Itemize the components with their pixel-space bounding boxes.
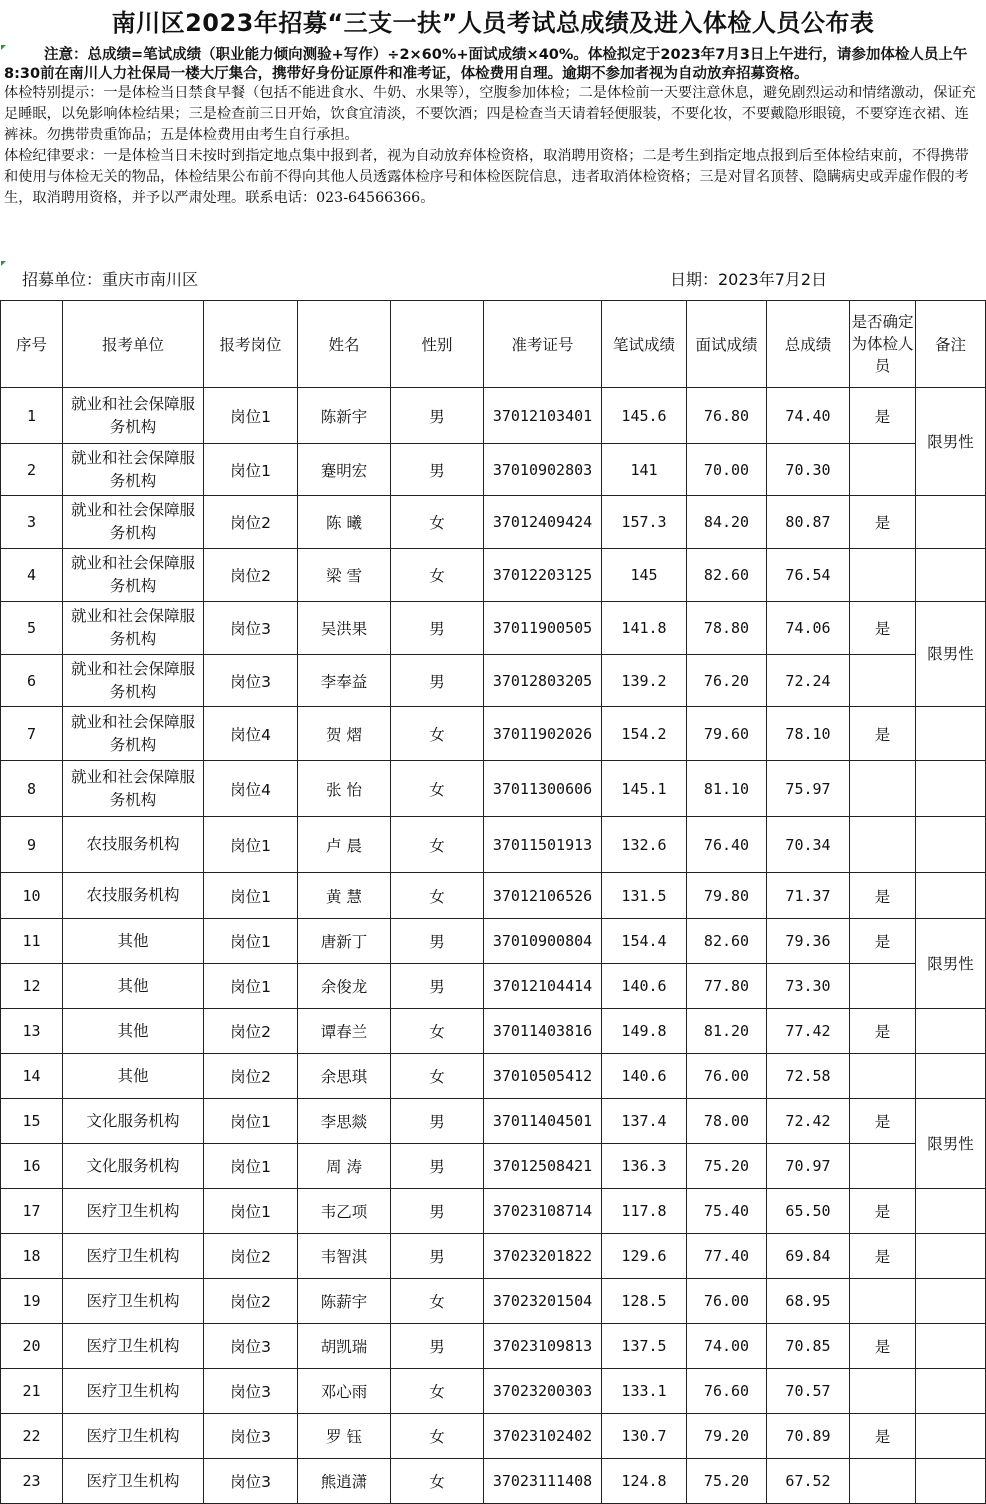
table-row bbox=[1, 1234, 986, 1279]
cell-ticket: 37011900505 bbox=[484, 602, 602, 655]
cell-unit: 医疗卫生机构 bbox=[63, 1369, 204, 1414]
cell-sex: 女 bbox=[391, 817, 484, 873]
cell-unit: 其他 bbox=[63, 1009, 204, 1054]
cell-interview: 79.20 bbox=[687, 1414, 767, 1459]
cell-exam: 是 bbox=[850, 707, 916, 761]
cell-unit: 文化服务机构 bbox=[63, 1144, 204, 1189]
table-row bbox=[1, 1054, 986, 1099]
cell-written: 154.4 bbox=[602, 919, 687, 964]
cell-exam: 是 bbox=[850, 1324, 916, 1369]
table-row bbox=[1, 388, 986, 444]
cell-interview: 76.20 bbox=[687, 655, 767, 707]
cell-exam bbox=[850, 1279, 916, 1324]
cell-total: 76.54 bbox=[767, 549, 850, 602]
cell-remark bbox=[916, 761, 986, 817]
cell-interview: 78.00 bbox=[687, 1099, 767, 1144]
cell-exam bbox=[850, 1054, 916, 1099]
cell-ticket: 37023200303 bbox=[484, 1369, 602, 1414]
cell-no: 21 bbox=[1, 1369, 63, 1414]
cell-total: 79.36 bbox=[767, 919, 850, 964]
cell-unit: 医疗卫生机构 bbox=[63, 1324, 204, 1369]
cell-post: 岗位1 bbox=[204, 964, 298, 1009]
cell-no: 14 bbox=[1, 1054, 63, 1099]
cell-post: 岗位1 bbox=[204, 388, 298, 444]
cell-unit: 就业和社会保障服务机构 bbox=[63, 444, 204, 496]
cell-total: 74.06 bbox=[767, 602, 850, 655]
cell-ticket: 37011501913 bbox=[484, 817, 602, 873]
cell-sex: 男 bbox=[391, 1324, 484, 1369]
header-exam: 是否确定为体检人员 bbox=[850, 301, 916, 388]
cell-exam: 是 bbox=[850, 496, 916, 549]
table-row bbox=[1, 1099, 986, 1144]
cell-written: 140.6 bbox=[602, 964, 687, 1009]
cell-exam: 是 bbox=[850, 388, 916, 444]
cell-written: 131.5 bbox=[602, 873, 687, 919]
cell-ticket: 37023111408 bbox=[484, 1459, 602, 1504]
cell-written: 139.2 bbox=[602, 655, 687, 707]
cell-total: 68.95 bbox=[767, 1279, 850, 1324]
cell-unit: 文化服务机构 bbox=[63, 1099, 204, 1144]
cell-name: 蹇明宏 bbox=[298, 444, 391, 496]
cell-no: 20 bbox=[1, 1324, 63, 1369]
cell-ticket: 37012409424 bbox=[484, 496, 602, 549]
cell-no: 16 bbox=[1, 1144, 63, 1189]
cell-remark: 限男性 bbox=[916, 1099, 986, 1189]
cell-sex: 女 bbox=[391, 761, 484, 817]
cell-sex: 男 bbox=[391, 919, 484, 964]
table-row bbox=[1, 1414, 986, 1459]
header-remark: 备注 bbox=[916, 301, 986, 388]
cell-exam bbox=[850, 1459, 916, 1504]
cell-ticket: 37010505412 bbox=[484, 1054, 602, 1099]
cell-no: 12 bbox=[1, 964, 63, 1009]
cell-sex: 女 bbox=[391, 1009, 484, 1054]
cell-post: 岗位1 bbox=[204, 873, 298, 919]
cell-no: 7 bbox=[1, 707, 63, 761]
cell-post: 岗位1 bbox=[204, 1144, 298, 1189]
cell-total: 78.10 bbox=[767, 707, 850, 761]
cell-post: 岗位1 bbox=[204, 919, 298, 964]
cell-name: 唐新丁 bbox=[298, 919, 391, 964]
cell-name: 黄 慧 bbox=[298, 873, 391, 919]
cell-exam: 是 bbox=[850, 1234, 916, 1279]
table-row bbox=[1, 549, 986, 602]
cell-sex: 女 bbox=[391, 1279, 484, 1324]
cell-sex: 女 bbox=[391, 873, 484, 919]
cell-name: 吴洪果 bbox=[298, 602, 391, 655]
cell-exam: 是 bbox=[850, 1189, 916, 1234]
cell-remark: 限男性 bbox=[916, 919, 986, 1009]
cell-no: 10 bbox=[1, 873, 63, 919]
cell-unit: 医疗卫生机构 bbox=[63, 1234, 204, 1279]
cell-unit: 医疗卫生机构 bbox=[63, 1279, 204, 1324]
cell-ticket: 37011404501 bbox=[484, 1099, 602, 1144]
cell-post: 岗位3 bbox=[204, 1414, 298, 1459]
cell-name: 周 涛 bbox=[298, 1144, 391, 1189]
notice-main: 注意：总成绩=笔试成绩（职业能力倾向测验+写作）÷2×60%+面试成绩×40%。体检拟定于2023年7月3日上午进行，请参加体检人员上午8:30前在南川人力社保局一楼大厅集合，携带好身份证原件和准考证，体检费用自理。逾期不参加者视为自动放弃招募资格。 bbox=[4, 47, 968, 82]
cell-name: 陈薪宇 bbox=[298, 1279, 391, 1324]
recruiting-unit: 招募单位：重庆市南川区 bbox=[22, 270, 199, 289]
cell-interview: 74.00 bbox=[687, 1324, 767, 1369]
cell-post: 岗位1 bbox=[204, 1099, 298, 1144]
cell-interview: 81.20 bbox=[687, 1009, 767, 1054]
cell-sex: 男 bbox=[391, 1234, 484, 1279]
cell-unit: 就业和社会保障服务机构 bbox=[63, 496, 204, 549]
table-row bbox=[1, 444, 986, 496]
cell-sex: 女 bbox=[391, 496, 484, 549]
cell-name: 韦智淇 bbox=[298, 1234, 391, 1279]
cell-remark bbox=[916, 549, 986, 602]
cell-written: 136.3 bbox=[602, 1144, 687, 1189]
cell-name: 余思琪 bbox=[298, 1054, 391, 1099]
cell-sex: 女 bbox=[391, 1369, 484, 1414]
cell-remark: 限男性 bbox=[916, 602, 986, 707]
cell-written: 117.8 bbox=[602, 1189, 687, 1234]
cell-interview: 75.40 bbox=[687, 1189, 767, 1234]
cell-written: 145.1 bbox=[602, 761, 687, 817]
cell-post: 岗位1 bbox=[204, 817, 298, 873]
header-total: 总成绩 bbox=[767, 301, 850, 388]
cell-written: 154.2 bbox=[602, 707, 687, 761]
cell-exam bbox=[850, 964, 916, 1009]
cell-sex: 男 bbox=[391, 444, 484, 496]
cell-ticket: 37023201504 bbox=[484, 1279, 602, 1324]
cell-unit: 就业和社会保障服务机构 bbox=[63, 655, 204, 707]
cell-interview: 77.40 bbox=[687, 1234, 767, 1279]
cell-remark bbox=[916, 1054, 986, 1099]
cell-unit: 医疗卫生机构 bbox=[63, 1189, 204, 1234]
table-row bbox=[1, 919, 986, 964]
cell-ticket: 37011403816 bbox=[484, 1009, 602, 1054]
cell-total: 70.30 bbox=[767, 444, 850, 496]
cell-total: 70.57 bbox=[767, 1369, 850, 1414]
cell-remark bbox=[916, 1414, 986, 1459]
cell-exam bbox=[850, 761, 916, 817]
cell-interview: 79.60 bbox=[687, 707, 767, 761]
page-title: 南川区2023年招募“三支一扶”人员考试总成绩及进入体检人员公布表 bbox=[111, 9, 875, 37]
cell-post: 岗位2 bbox=[204, 1234, 298, 1279]
cell-ticket: 37012803205 bbox=[484, 655, 602, 707]
cell-unit: 医疗卫生机构 bbox=[63, 1414, 204, 1459]
table-row bbox=[1, 761, 986, 817]
cell-exam: 是 bbox=[850, 873, 916, 919]
cell-remark bbox=[916, 1189, 986, 1234]
cell-written: 130.7 bbox=[602, 1414, 687, 1459]
cell-interview: 81.10 bbox=[687, 761, 767, 817]
header-no: 序号 bbox=[1, 301, 63, 388]
cell-exam bbox=[850, 1369, 916, 1414]
cell-interview: 76.40 bbox=[687, 817, 767, 873]
cell-name: 陈新宇 bbox=[298, 388, 391, 444]
cell-written: 149.8 bbox=[602, 1009, 687, 1054]
table-row bbox=[1, 1009, 986, 1054]
cell-unit: 就业和社会保障服务机构 bbox=[63, 549, 204, 602]
cell-ticket: 37012203125 bbox=[484, 549, 602, 602]
cell-written: 128.5 bbox=[602, 1279, 687, 1324]
cell-name: 贺 熠 bbox=[298, 707, 391, 761]
cell-unit: 就业和社会保障服务机构 bbox=[63, 761, 204, 817]
cell-written: 157.3 bbox=[602, 496, 687, 549]
cell-written: 145 bbox=[602, 549, 687, 602]
cell-name: 邓心雨 bbox=[298, 1369, 391, 1414]
cell-exam bbox=[850, 655, 916, 707]
cell-post: 岗位2 bbox=[204, 1009, 298, 1054]
table-row bbox=[1, 1369, 986, 1414]
table-row bbox=[1, 1324, 986, 1369]
cell-unit: 其他 bbox=[63, 964, 204, 1009]
notice-block bbox=[4, 44, 980, 259]
cell-exam: 是 bbox=[850, 919, 916, 964]
table-row bbox=[1, 707, 986, 761]
table-row bbox=[1, 1144, 986, 1189]
cell-remark bbox=[916, 707, 986, 761]
cell-total: 72.24 bbox=[767, 655, 850, 707]
cell-no: 18 bbox=[1, 1234, 63, 1279]
cell-no: 1 bbox=[1, 388, 63, 444]
cell-name: 卢 晨 bbox=[298, 817, 391, 873]
cell-interview: 76.80 bbox=[687, 388, 767, 444]
cell-unit: 其他 bbox=[63, 1054, 204, 1099]
cell-total: 75.97 bbox=[767, 761, 850, 817]
cell-post: 岗位3 bbox=[204, 602, 298, 655]
cell-no: 19 bbox=[1, 1279, 63, 1324]
cell-post: 岗位3 bbox=[204, 655, 298, 707]
cell-remark bbox=[916, 1369, 986, 1414]
publish-date: 日期：2023年7月2日 bbox=[670, 270, 828, 289]
cell-name: 李奉益 bbox=[298, 655, 391, 707]
table-row bbox=[1, 817, 986, 873]
cell-post: 岗位2 bbox=[204, 496, 298, 549]
cell-no: 15 bbox=[1, 1099, 63, 1144]
results-table bbox=[0, 300, 986, 1504]
cell-post: 岗位4 bbox=[204, 761, 298, 817]
header-name: 姓名 bbox=[298, 301, 391, 388]
cell-interview: 79.80 bbox=[687, 873, 767, 919]
cell-written: 129.6 bbox=[602, 1234, 687, 1279]
cell-post: 岗位2 bbox=[204, 549, 298, 602]
cell-sex: 女 bbox=[391, 1054, 484, 1099]
cell-ticket: 37012103401 bbox=[484, 388, 602, 444]
header-interview: 面试成绩 bbox=[687, 301, 767, 388]
cell-interview: 76.60 bbox=[687, 1369, 767, 1414]
cell-post: 岗位2 bbox=[204, 1279, 298, 1324]
cell-unit: 就业和社会保障服务机构 bbox=[63, 388, 204, 444]
cell-sex: 男 bbox=[391, 1099, 484, 1144]
cell-unit: 其他 bbox=[63, 919, 204, 964]
cell-sex: 男 bbox=[391, 655, 484, 707]
cell-post: 岗位3 bbox=[204, 1459, 298, 1504]
cell-total: 71.37 bbox=[767, 873, 850, 919]
cell-total: 67.52 bbox=[767, 1459, 850, 1504]
cell-interview: 76.00 bbox=[687, 1054, 767, 1099]
cell-no: 13 bbox=[1, 1009, 63, 1054]
cell-interview: 82.60 bbox=[687, 549, 767, 602]
cell-remark bbox=[916, 873, 986, 919]
table-header-row bbox=[1, 301, 986, 388]
cell-post: 岗位1 bbox=[204, 444, 298, 496]
notice-discipline: 体检纪律要求：一是体检当日未按时到指定地点集中报到者，视为自动放弃体检资格，取消聘用资格；二是考生到指定地点报到后至体检结束前，不得携带和使用与体检无关的物品，体检结果公布前不得向其他人员透露体检序号和体检医院信息，违者取消体检资格；三是对冒名顶替、隐瞒病史或弄虚作假的考生，取消聘用资格，并予以严肃处理。联系电话：023-64566366。 bbox=[4, 148, 969, 206]
table-row bbox=[1, 1459, 986, 1504]
cell-no: 23 bbox=[1, 1459, 63, 1504]
cell-marker-icon bbox=[1, 261, 6, 266]
cell-total: 77.42 bbox=[767, 1009, 850, 1054]
cell-name: 罗 钰 bbox=[298, 1414, 391, 1459]
table-row bbox=[1, 964, 986, 1009]
cell-exam: 是 bbox=[850, 1099, 916, 1144]
cell-written: 141.8 bbox=[602, 602, 687, 655]
cell-total: 74.40 bbox=[767, 388, 850, 444]
cell-name: 梁 雪 bbox=[298, 549, 391, 602]
cell-interview: 77.80 bbox=[687, 964, 767, 1009]
cell-interview: 75.20 bbox=[687, 1144, 767, 1189]
notice-tips: 体检特别提示：一是体检当日禁食早餐（包括不能进食水、牛奶、水果等），空腹参加体检；二是体检前一天要注意休息，避免剧烈运动和情绪激动，保证充足睡眠，以免影响体检结果；三是检查前三日开始，饮食宜清淡，不要饮酒；四是检查当天请着轻便服装，不要化妆，不要戴隐形眼镜，不要穿连衣裙、连裤袜。勿携带贵重饰品；五是体检费用由考生自行承担。 bbox=[4, 85, 976, 143]
cell-no: 22 bbox=[1, 1414, 63, 1459]
cell-interview: 84.20 bbox=[687, 496, 767, 549]
cell-total: 70.89 bbox=[767, 1414, 850, 1459]
cell-exam bbox=[850, 549, 916, 602]
cell-ticket: 37023109813 bbox=[484, 1324, 602, 1369]
cell-name: 余俊龙 bbox=[298, 964, 391, 1009]
cell-name: 陈 曦 bbox=[298, 496, 391, 549]
cell-post: 岗位2 bbox=[204, 1054, 298, 1099]
cell-no: 17 bbox=[1, 1189, 63, 1234]
cell-name: 李思燚 bbox=[298, 1099, 391, 1144]
cell-remark bbox=[916, 1459, 986, 1504]
cell-unit: 医疗卫生机构 bbox=[63, 1459, 204, 1504]
cell-sex: 男 bbox=[391, 602, 484, 655]
cell-sex: 女 bbox=[391, 1459, 484, 1504]
cell-interview: 78.80 bbox=[687, 602, 767, 655]
cell-written: 124.8 bbox=[602, 1459, 687, 1504]
cell-ticket: 37023108714 bbox=[484, 1189, 602, 1234]
cell-remark bbox=[916, 1279, 986, 1324]
cell-remark bbox=[916, 496, 986, 549]
cell-ticket: 37012508421 bbox=[484, 1144, 602, 1189]
cell-no: 4 bbox=[1, 549, 63, 602]
cell-name: 张 怡 bbox=[298, 761, 391, 817]
cell-ticket: 37010902803 bbox=[484, 444, 602, 496]
cell-total: 80.87 bbox=[767, 496, 850, 549]
cell-no: 3 bbox=[1, 496, 63, 549]
cell-interview: 75.20 bbox=[687, 1459, 767, 1504]
cell-sex: 男 bbox=[391, 388, 484, 444]
cell-ticket: 37023102402 bbox=[484, 1414, 602, 1459]
cell-unit: 就业和社会保障服务机构 bbox=[63, 707, 204, 761]
cell-exam bbox=[850, 817, 916, 873]
cell-written: 132.6 bbox=[602, 817, 687, 873]
cell-total: 73.30 bbox=[767, 964, 850, 1009]
cell-ticket: 37011300606 bbox=[484, 761, 602, 817]
cell-name: 胡凯瑞 bbox=[298, 1324, 391, 1369]
cell-total: 70.34 bbox=[767, 817, 850, 873]
cell-ticket: 37011902026 bbox=[484, 707, 602, 761]
header-written: 笔试成绩 bbox=[602, 301, 687, 388]
cell-unit: 农技服务机构 bbox=[63, 873, 204, 919]
header-sex: 性别 bbox=[391, 301, 484, 388]
cell-sex: 男 bbox=[391, 1189, 484, 1234]
cell-no: 2 bbox=[1, 444, 63, 496]
cell-no: 9 bbox=[1, 817, 63, 873]
table-row bbox=[1, 655, 986, 707]
cell-exam: 是 bbox=[850, 1009, 916, 1054]
header-post: 报考岗位 bbox=[204, 301, 298, 388]
cell-remark bbox=[916, 817, 986, 873]
cell-total: 70.97 bbox=[767, 1144, 850, 1189]
cell-total: 72.58 bbox=[767, 1054, 850, 1099]
cell-written: 137.5 bbox=[602, 1324, 687, 1369]
cell-remark bbox=[916, 1234, 986, 1279]
cell-sex: 女 bbox=[391, 1414, 484, 1459]
cell-total: 70.85 bbox=[767, 1324, 850, 1369]
cell-interview: 76.00 bbox=[687, 1279, 767, 1324]
cell-remark bbox=[916, 1324, 986, 1369]
cell-sex: 男 bbox=[391, 964, 484, 1009]
cell-sex: 男 bbox=[391, 1144, 484, 1189]
cell-remark bbox=[916, 1009, 986, 1054]
cell-written: 141 bbox=[602, 444, 687, 496]
cell-ticket: 37012104414 bbox=[484, 964, 602, 1009]
cell-ticket: 37010900804 bbox=[484, 919, 602, 964]
cell-ticket: 37012106526 bbox=[484, 873, 602, 919]
cell-no: 6 bbox=[1, 655, 63, 707]
cell-exam: 是 bbox=[850, 1414, 916, 1459]
cell-name: 熊逍潇 bbox=[298, 1459, 391, 1504]
cell-name: 谭春兰 bbox=[298, 1009, 391, 1054]
cell-sex: 女 bbox=[391, 549, 484, 602]
table-row bbox=[1, 496, 986, 549]
cell-written: 133.1 bbox=[602, 1369, 687, 1414]
cell-exam bbox=[850, 1144, 916, 1189]
cell-sex: 女 bbox=[391, 707, 484, 761]
cell-total: 69.84 bbox=[767, 1234, 850, 1279]
cell-total: 72.42 bbox=[767, 1099, 850, 1144]
cell-no: 5 bbox=[1, 602, 63, 655]
header-ticket: 准考证号 bbox=[484, 301, 602, 388]
cell-written: 140.6 bbox=[602, 1054, 687, 1099]
cell-total: 65.50 bbox=[767, 1189, 850, 1234]
cell-post: 岗位1 bbox=[204, 1189, 298, 1234]
cell-unit: 农技服务机构 bbox=[63, 817, 204, 873]
cell-written: 137.4 bbox=[602, 1099, 687, 1144]
cell-post: 岗位3 bbox=[204, 1369, 298, 1414]
cell-interview: 82.60 bbox=[687, 919, 767, 964]
table-row bbox=[1, 873, 986, 919]
table-row bbox=[1, 1189, 986, 1234]
cell-name: 韦乙项 bbox=[298, 1189, 391, 1234]
cell-ticket: 37023201822 bbox=[484, 1234, 602, 1279]
cell-remark: 限男性 bbox=[916, 388, 986, 496]
cell-exam: 是 bbox=[850, 602, 916, 655]
cell-no: 11 bbox=[1, 919, 63, 964]
cell-interview: 70.00 bbox=[687, 444, 767, 496]
cell-written: 145.6 bbox=[602, 388, 687, 444]
cell-unit: 就业和社会保障服务机构 bbox=[63, 602, 204, 655]
cell-post: 岗位3 bbox=[204, 1324, 298, 1369]
cell-exam bbox=[850, 444, 916, 496]
cell-post: 岗位4 bbox=[204, 707, 298, 761]
table-row bbox=[1, 1279, 986, 1324]
cell-no: 8 bbox=[1, 761, 63, 817]
header-unit: 报考单位 bbox=[63, 301, 204, 388]
table-row bbox=[1, 602, 986, 655]
